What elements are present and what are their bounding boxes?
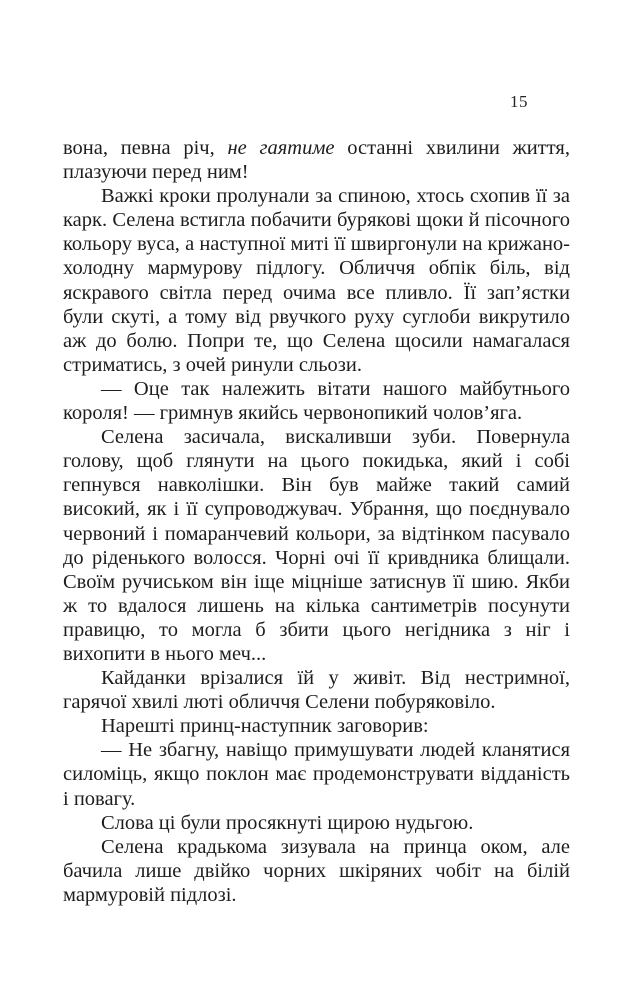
paragraph-text: останні хвилини життя, плазуючи перед ним! bbox=[63, 137, 570, 184]
page-number: 15 bbox=[510, 92, 528, 111]
paragraph: Нарешті принц-наступник заговорив: bbox=[101, 715, 429, 738]
paragraph: Кайданки врізалися їй у живіт. Від нестримної, гарячої хвилі люті обличчя Селени побуряковіло. bbox=[63, 667, 570, 714]
paragraph: Важкі кроки пролунали за спиною, хтось схопив її за карк. Селена встигла побачити бурякові щоки й пісочного кольору вуса, а наступної миті її швиргонули на крижано-холодну мармурову підлогу. Обличчя обпік біль, від яскравого світла перед очима все пливло. Її зап’ястки були скуті, а тому від рвучкого руху суглоби викрутило аж до болю. Попри те, що Селена щосили намагалася стриматись, з очей ринули сльози. bbox=[63, 185, 570, 376]
paragraph-dialogue: — Оце так належить вітати нашого майбутнього короля! — гримнув якийсь червонопикий чолов’яга. bbox=[63, 377, 570, 425]
paragraph-italic-phrase: не гаятиме bbox=[227, 137, 335, 159]
text-block bbox=[63, 136, 570, 907]
paragraph: Селена засичала, вискаливши зуби. Повернула голову, щоб глянути на цього покидька, який і собі гепнувся навколішки. Він був майже такий самий високий, як і її супроводжувач. Убрання, що поєднувало червоний і помаранчевий кольори, за відтінком пасувало до ріденького волосся. Чорні очі її кривдника блищали. Своїм ручиськом він іще міцніше затиснув її шию. Якби ж то вдалося лишень на кілька сантиметрів посунути правицю, то могла б збити цього негідника з ніг і вихопити в нього меч... bbox=[63, 426, 570, 665]
paragraph: Слова ці були просякнуті щирою нудьгою. bbox=[101, 811, 474, 834]
paragraph: Селена крадькома зизувала на принца оком, але бачила лише двійко чорних шкіряних чобіт на білій мармуровій підлозі. bbox=[63, 835, 570, 906]
paragraph-dialogue: — Не збагну, навіщо примушувати людей кланятися силоміць, якщо поклон має продемонструвати відданість і повагу. bbox=[63, 739, 570, 810]
paragraph-text: вона, певна річ, bbox=[63, 137, 228, 159]
paragraph bbox=[63, 136, 570, 184]
